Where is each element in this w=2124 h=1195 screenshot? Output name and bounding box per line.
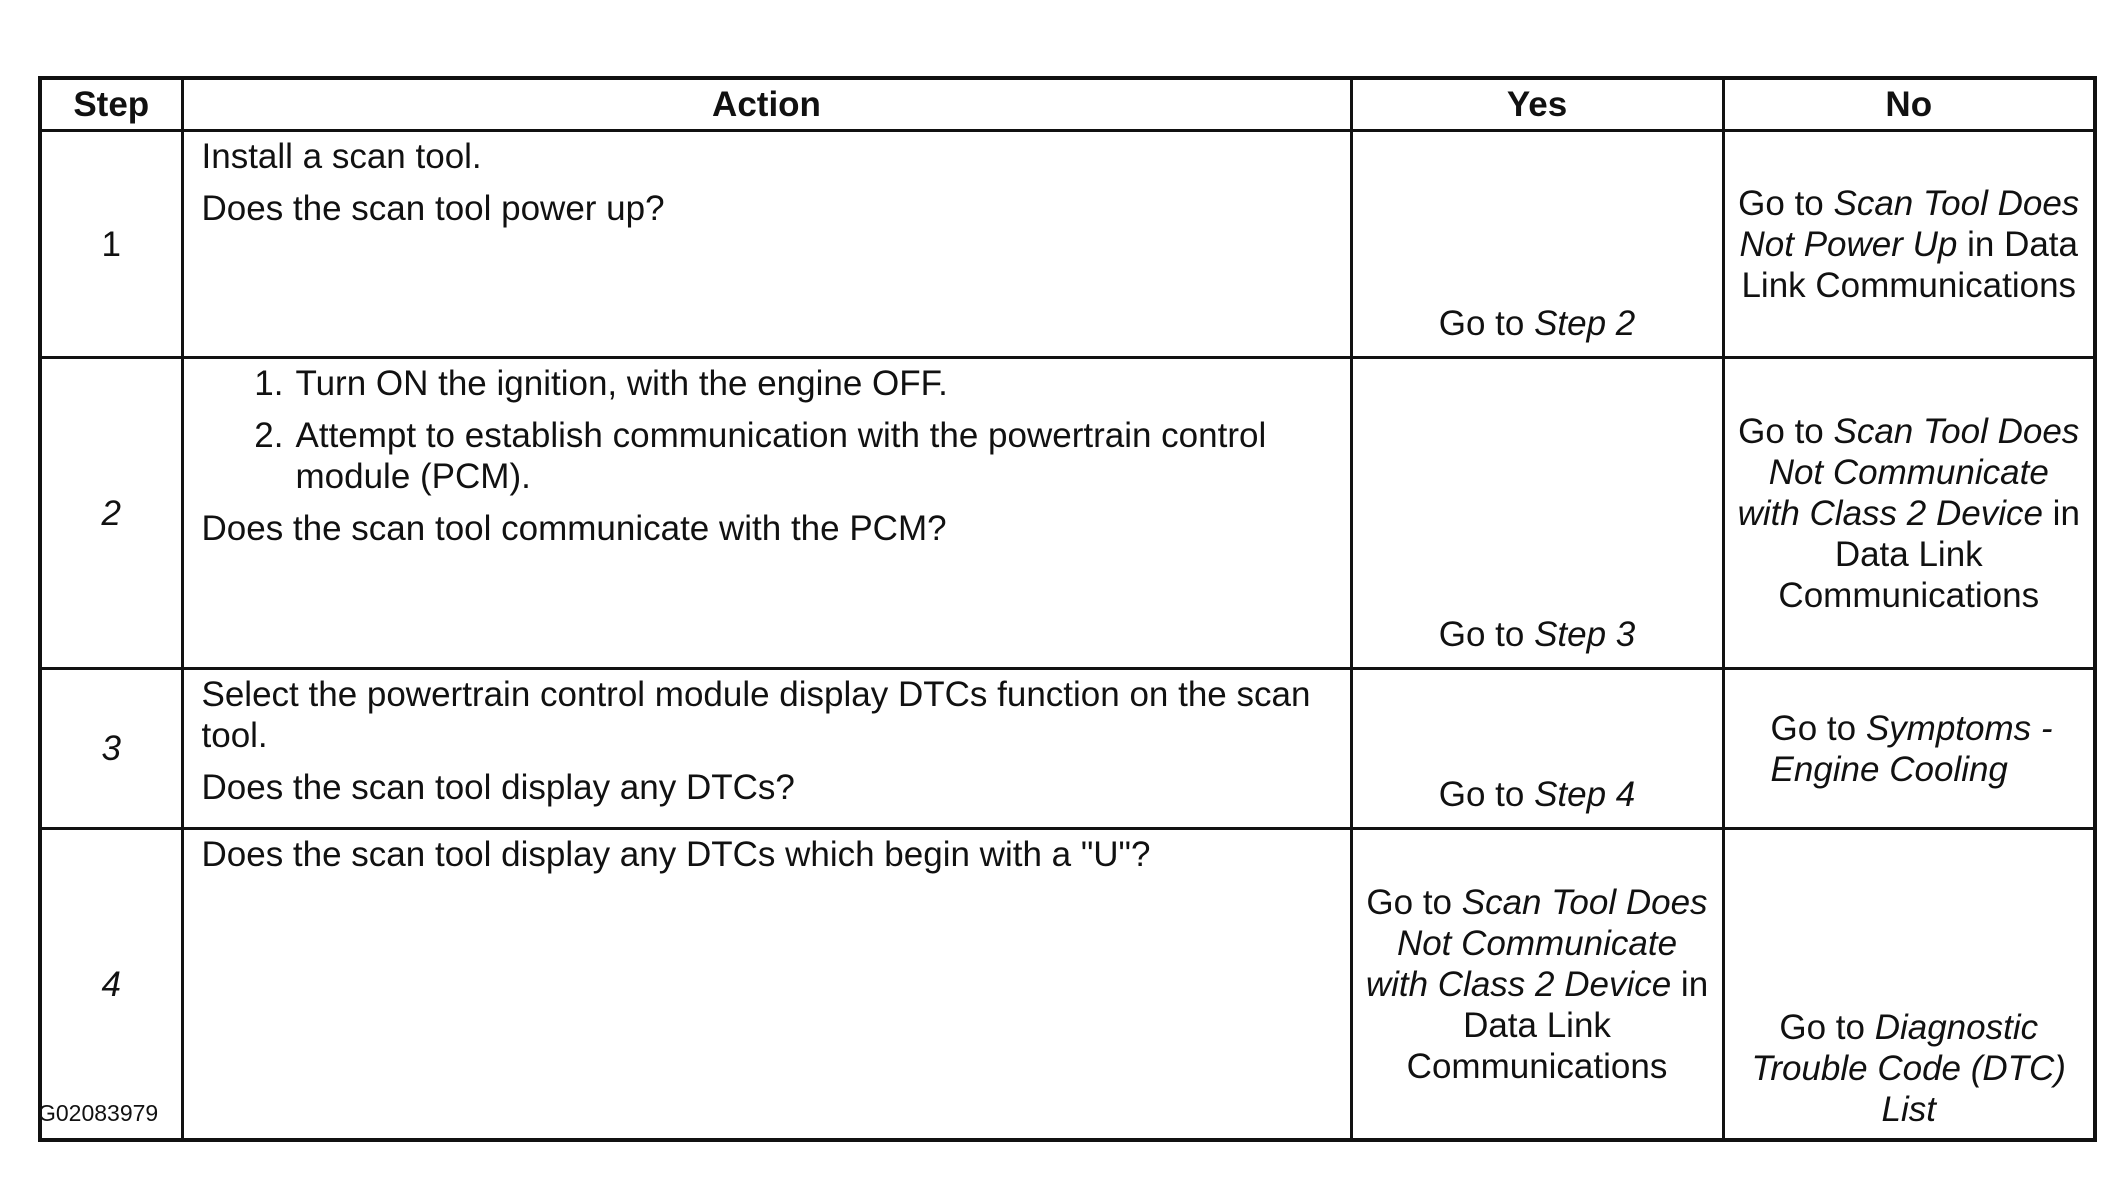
action-question: Does the scan tool communicate with the PCM?: [201, 509, 947, 548]
step-number: 4: [40, 829, 182, 1141]
action-question: Does the scan tool power up?: [201, 189, 665, 228]
no-suffix: in Data Link Communications: [1741, 224, 2078, 305]
no-cell: [1723, 131, 2095, 358]
action-cell: [182, 669, 1351, 829]
yes-suffix: in Data Link Communications: [1406, 964, 1709, 1086]
table-row: [40, 358, 2095, 669]
step-number: 3: [40, 669, 182, 829]
no-prefix: Go to: [1738, 411, 1834, 451]
no-cell: [1723, 358, 2095, 669]
diagnostic-table: [38, 76, 2097, 1142]
no-cell: [1723, 669, 2095, 829]
yes-prefix: Go to: [1438, 615, 1535, 654]
header-step: Step: [40, 78, 182, 131]
action-step-number: 1.: [254, 364, 284, 403]
action-numbered-step: [202, 363, 1334, 404]
header-no: No: [1723, 78, 2095, 131]
action-cell: [182, 131, 1351, 358]
header-action: Action: [182, 78, 1351, 131]
no-prefix: Go to: [1738, 183, 1834, 223]
step-number: 1: [40, 131, 182, 358]
no-reference-link[interactable]: Symptoms - Engine Cooling: [1770, 708, 2053, 789]
action-line: Install a scan tool.: [201, 137, 482, 176]
action-line: Select the powertrain control module display DTCs function on the scan tool.: [201, 675, 1311, 755]
yes-prefix: Go to: [1366, 882, 1462, 922]
yes-cell: [1351, 669, 1723, 829]
action-step-text: Attempt to establish communication with the powertrain control module (PCM).: [295, 416, 1267, 496]
action-question: Does the scan tool display any DTCs?: [201, 768, 795, 807]
table-row: [40, 829, 2095, 1141]
action-step-text: Turn ON the ignition, with the engine OFF.: [295, 364, 948, 403]
no-reference-link[interactable]: Scan Tool Does Not Communicate with Class 2 Device: [1737, 411, 2080, 533]
no-cell: [1723, 829, 2095, 1141]
action-numbered-step: [202, 415, 1334, 497]
yes-cell: [1351, 829, 1723, 1141]
header-yes: Yes: [1351, 78, 1723, 131]
no-prefix: Go to: [1770, 708, 1866, 748]
table-row: [40, 669, 2095, 829]
figure-id-label: G02083979: [38, 1100, 159, 1126]
yes-step-link[interactable]: Step 3: [1534, 615, 1636, 654]
yes-prefix: Go to: [1438, 775, 1535, 814]
yes-reference-link[interactable]: Scan Tool Does Not Communicate with Class 2 Device: [1365, 882, 1708, 1004]
action-cell: [182, 829, 1351, 1141]
no-suffix: in Data Link Communications: [1778, 493, 2080, 615]
yes-step-link[interactable]: Step 4: [1534, 775, 1636, 814]
header-row: [40, 78, 2095, 131]
no-prefix: Go to: [1779, 1008, 1875, 1047]
yes-cell: [1351, 358, 1723, 669]
action-cell: [182, 358, 1351, 669]
yes-prefix: Go to: [1438, 304, 1535, 343]
step-number: 2: [40, 358, 182, 669]
table-row: [40, 131, 2095, 358]
action-step-number: 2.: [254, 416, 284, 455]
yes-step-link[interactable]: Step 2: [1534, 304, 1636, 343]
action-question: Does the scan tool display any DTCs which begin with a "U"?: [201, 835, 1151, 874]
no-reference-link[interactable]: Scan Tool Does Not Power Up: [1739, 183, 2080, 264]
yes-cell: [1351, 131, 1723, 358]
no-reference-link[interactable]: Diagnostic Trouble Code (DTC) List: [1751, 1008, 2066, 1129]
